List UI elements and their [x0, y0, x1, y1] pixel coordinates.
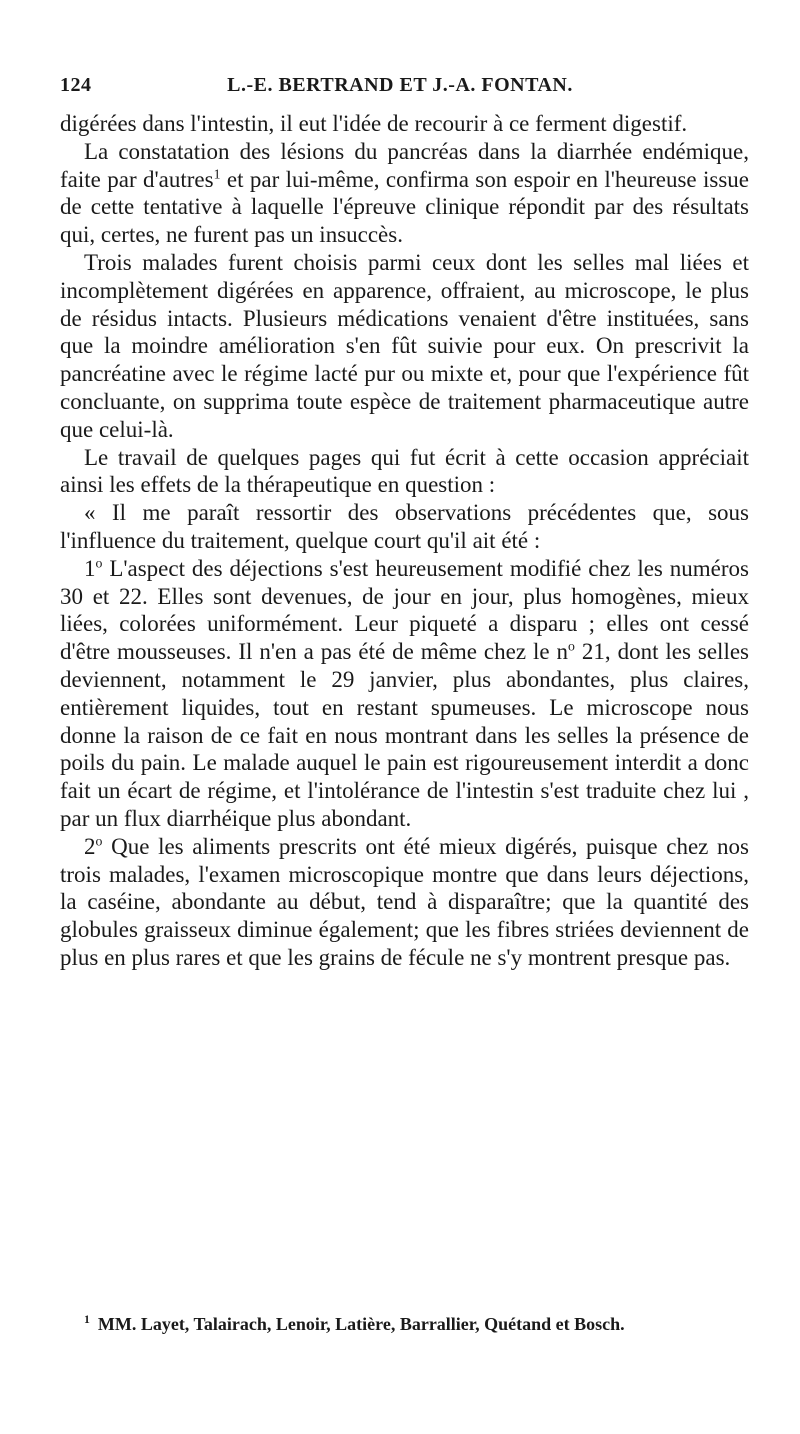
paragraph: Le travail de quelques pages qui fut écrit à cette occasion appréciait ainsi les effets de la thérapeutique en question :	[60, 444, 749, 498]
footnote	[84, 1312, 744, 1336]
numbered-paragraph: 1$^o$ L'aspect des déjections s'est heureusement modifié chez les numéros 30 et 22. Elles sont devenues, de jour en jour, plus homogènes, mieux liées, colorées uniformément. Leur piqueté a disparu ; elles ont cessé d'être mousseuses. Il n'en a pas été de même chez le $n^o$ 21, dont les selles deviennent, notamment le 29 janvier, plus abondantes, plus claires, entièrement liquides, tout en restant spumeuses. Le microscope nous donne la raison de ce fait en nous montrant dans les selles la présence de poils du pain. Le malade auquel le pain est rigoureusement interdit a donc fait un écart de régime, et l'intolérance de l'intestin s'est traduite chez lui , par un flux diarrhéique plus abondant.	[60, 555, 749, 831]
item-number: 2	[84, 833, 96, 859]
body-text	[60, 110, 749, 972]
paragraph: Trois malades furent choisis parmi ceux dont les selles mal liées et incomplètement digérées en apparence, offraient, au microscope, le plus de résidus intacts. Plusieurs médications venaient d'être instituées, sans que la moindre amélioration s'en fût suivie pour eux. On prescrivit la pancréatine avec le régime lacté pur ou mixte et, pour que l'expérience fût concluante, on supprima toute espèce de traitement pharmaceutique autre que celui-là.	[60, 249, 749, 442]
footnote-text: MM. Layet, Talairach, Lenoir, Latière, Barrallier, Quétand et Bosch.	[97, 1314, 625, 1334]
footnote-marker: 1	[84, 1313, 90, 1326]
page-header	[60, 74, 740, 98]
numbered-paragraph: 2$^o$ Que les aliments prescrits ont été mieux digérés, puisque chez nos trois malades, l'examen microscopique montre que dans leurs déjections, la caséine, abondante au début, tend à disparaître; que la quantité des globules graisseux diminue également; que les fibres striées deviennent de plus en plus rares et que les grains de fécule ne s'y montrent presque pas.	[60, 833, 749, 970]
item-number: 1	[84, 555, 96, 581]
running-head: L.-E. BERTRAND ET J.-A. FONTAN.	[227, 74, 573, 96]
quotation-paragraph: « Il me paraît ressortir des observations précédentes que, sous l'influence du traitement, quelque court qu'il ait été :	[60, 500, 749, 553]
paragraph: digérées dans l'intestin, il eut l'idée de recourir à ce ferment digestif.	[60, 111, 688, 136]
footnote-ref: 1	[213, 165, 221, 181]
paragraph: La constatation des lésions du pancréas dans la diarrhée endémique, faite par d'autres$^1$ et par lui-même, confirma son espoir en l'heureuse issue de cette tentative à laquelle l'épreuve clinique répondit par des résultats qui, certes, ne furent pas un insuccès.	[60, 138, 749, 248]
page-number: 124	[60, 74, 92, 96]
